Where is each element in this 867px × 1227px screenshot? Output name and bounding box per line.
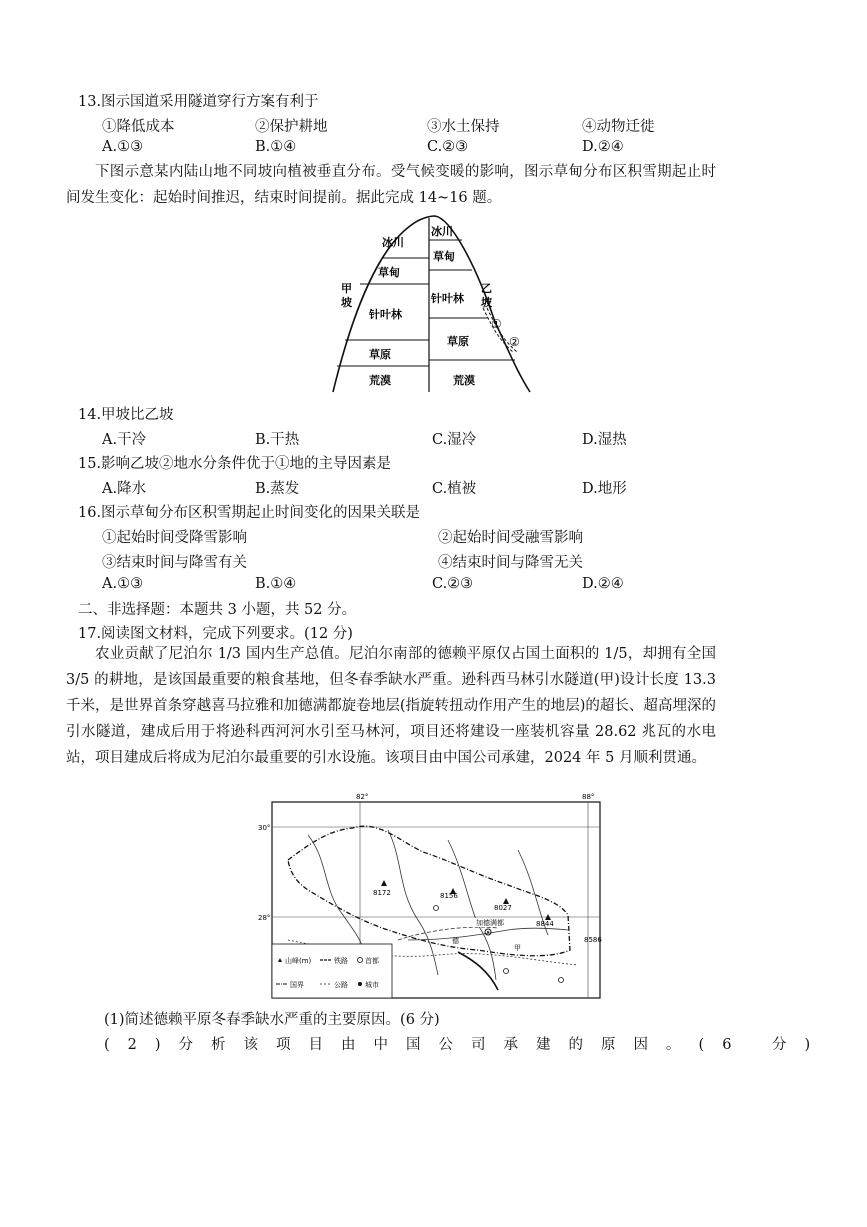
legend-city: 城市 [365,981,379,989]
left-zone-1: 冰川 [382,236,404,249]
right-slope-char2: 坡 [481,296,492,309]
left-zone-3: 针叶林 [369,308,402,321]
legend-city-icon [358,982,362,986]
lat-label-28: 28° [258,914,271,922]
q14-option-d: D.湿热 [582,432,627,448]
q17-material: 农业贡献了尼泊尔 1/3 国内生产总值。尼泊尔南部的德赖平原仅占国土面积的 1/5，却拥有全国 3/5 的耕地，是该国最重要的粮食基地，但冬春季缺水严重。逊科西马林引水隧道(甲)设计长度 13.3 千米，是世界首条穿越喜马拉雅和加德满都旋卷地层(指旋转扭动作用产生的地层)的超长、超高埋深的引水隧道，建成后用于将逊科西河河水引至马林河，项目还将建设一座装机容量 28.62 兆瓦的水电站，项目建成后将成为尼泊尔最重要的引水设施。该项目由中国公司承建，2024 年 5 月顺利贯通。 [66,646,716,766]
q13-item-3: ③水土保持 [427,119,500,135]
legend-railway: 铁路 [334,957,348,965]
left-slope-char2: 坡 [341,296,352,309]
section-2-heading: 二、非选择题：本题共 3 小题，共 52 分。 [78,602,357,618]
q17-sub2: (2)分析该项目由中国公司承建的原因。(6 分) [104,1037,829,1053]
q17-stem: 17.阅读图文材料，完成下列要求。(12 分) [78,626,353,642]
legend-peak: 山峰(m) [285,957,312,965]
place-label-jia: 甲 [514,944,521,952]
lon-label-88: 88° [582,793,595,801]
left-zone-4: 草原 [369,348,391,361]
legend-border: 国界 [290,981,304,989]
intro-14-16: 下图示意某内陆山地不同坡向植被垂直分布。受气候变暖的影响，图示草甸分布区积雪期起止时间发生变化：起始时间推迟，结束时间提前。据此完成 14~16 题。 [66,164,716,206]
legend-capital: 首都 [365,957,379,965]
q13-option-c: C.②③ [427,139,469,155]
q13-option-a: A.①③ [102,139,144,155]
q13-option-b: B.①④ [255,139,297,155]
marker-2: ② [509,335,520,349]
q16-option-a: A.①③ [102,576,144,592]
q16-item-4: ④结束时间与降雪无关 [438,555,583,571]
q14-stem: 14.甲坡比乙坡 [78,407,174,423]
lat-label-30: 30° [258,824,271,832]
peak-8027: 8027 [494,904,512,912]
peak-8156: 8156 [440,892,458,900]
q15-option-c: C.植被 [432,481,477,497]
q16-item-1: ①起始时间受降雪影响 [102,530,247,546]
marker-1: ① [491,317,502,331]
q16-item-2: ②起始时间受融雪影响 [438,530,583,546]
q17-sub1: (1)简述德赖平原冬春季缺水严重的主要原因。(6 分) [104,1012,440,1028]
q13-item-1: ①降低成本 [102,119,175,135]
q16-item-3: ③结束时间与降雪有关 [102,555,247,571]
q14-option-b: B.干热 [255,432,300,448]
q13-item-2: ②保护耕地 [255,119,328,135]
q15-option-a: A.降水 [102,481,147,497]
left-zone-2: 草甸 [378,266,400,279]
right-zone-5: 荒漠 [453,374,475,387]
right-zone-1: 冰川 [431,225,453,238]
q13-stem: 13.图示国道采用隧道穿行方案有利于 [78,94,319,110]
legend-road: 公路 [334,981,348,989]
right-zone-4: 草原 [447,335,469,348]
q15-stem: 15.影响乙坡②地水分条件优于①地的主导因素是 [78,456,392,472]
peak-8844: 8844 [536,920,554,928]
peak-8586: 8586 [584,936,602,944]
q15-option-b: B.蒸发 [255,481,300,497]
q14-option-a: A.干冷 [102,432,147,448]
lon-label-82: 82° [356,793,369,801]
q16-option-b: B.①④ [255,576,297,592]
q13-item-4: ④动物迁徙 [582,119,655,135]
right-slope-char1: 乙 [481,282,492,295]
q16-stem: 16.图示草甸分布区积雪期起止时间变化的因果关联是 [78,505,421,521]
q16-option-c: C.②③ [432,576,474,592]
q13-option-d: D.②④ [582,139,624,155]
left-zone-5: 荒漠 [369,374,391,387]
peak-8172: 8172 [373,889,391,897]
q15-option-d: D.地形 [582,481,627,497]
nepal-map [248,790,604,1002]
place-label-de: 德 [452,937,459,945]
right-zone-3: 针叶林 [431,292,464,305]
q14-option-c: C.湿冷 [432,432,477,448]
mountain-vegetation-diagram [325,212,550,394]
q16-option-d: D.②④ [582,576,624,592]
left-slope-char1: 甲 [341,282,352,295]
capital-label: 加德满都 [476,919,504,927]
right-zone-2: 草甸 [433,250,455,263]
